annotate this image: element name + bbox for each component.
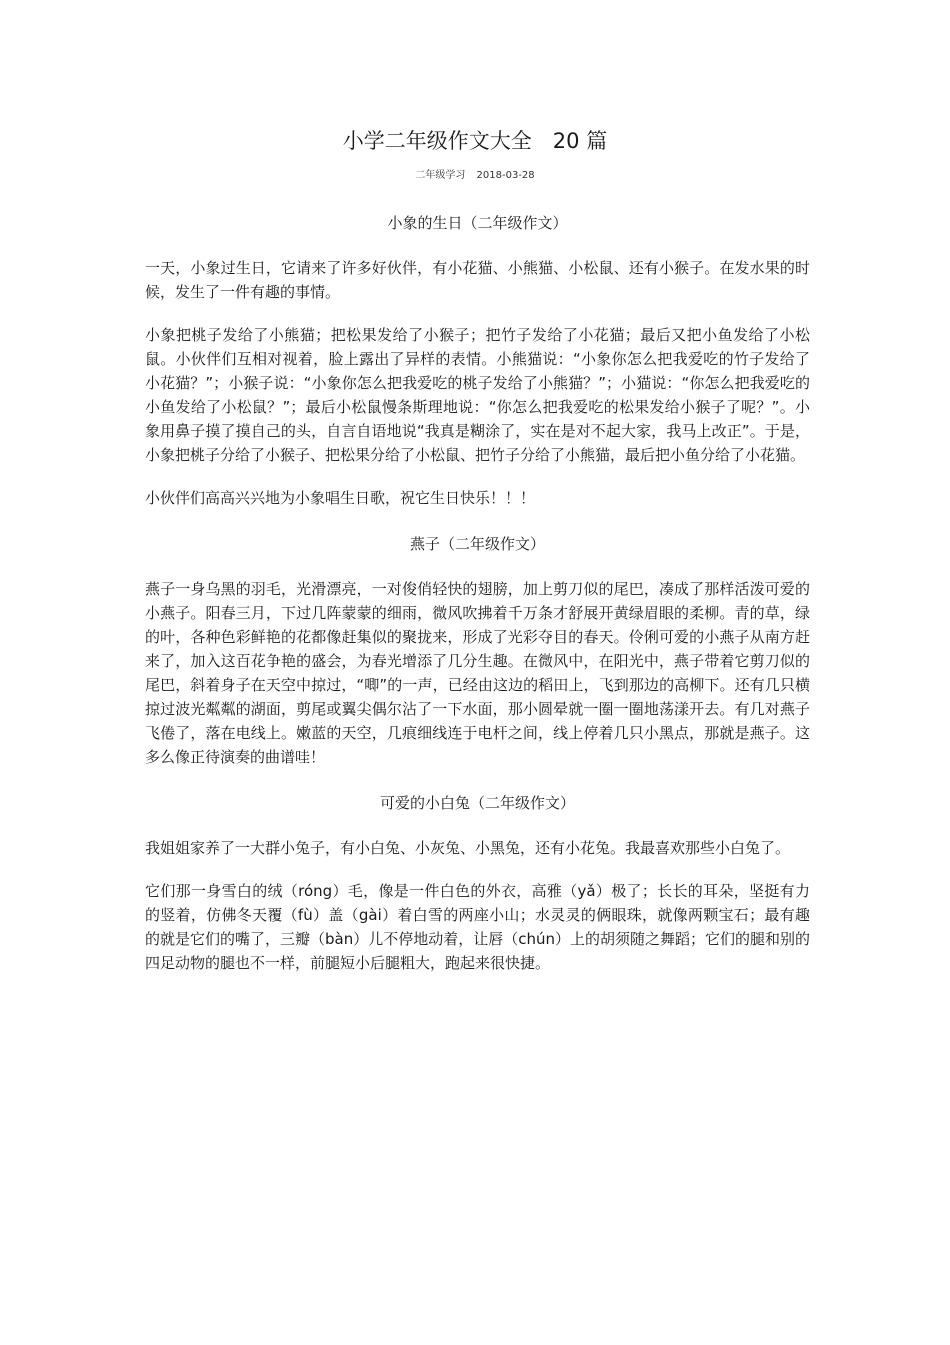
paragraph: 小伙伴们高高兴兴地为小象唱生日歌，祝它生日快乐！！！	[145, 489, 536, 507]
paragraph: 小象把桃子发给了小熊猫；把松果发给了小猴子；把竹子发给了小花猫；最后又把小鱼发给了小松鼠。小伙伴们互相对视着，脸上露出了异样的表情。小熊猫说：“小象你怎么把我爱吃的竹子发给了小花猫？”；小猴子说：“小象你怎么把我爱吃的桃子发给了小熊猫？”；小猫说：“你怎么把我爱吃的小鱼发给了小松鼠？”；最后小松鼠慢条斯理地说：“你怎么把我爱吃的松果发给小猴子了呢？”。小象用鼻子摸了摸自己的头，自言自语地说“我真是糊涂了，实在是对不起大家，我马上改正”。于是，小象把桃子分给了小猴子、把松果分给了小松鼠、把竹子分给了小熊猫，最后把小鱼分给了小花猫。	[145, 326, 810, 464]
paragraph: 一天，小象过生日，它请来了许多好伙伴，有小花猫、小熊猫、小松鼠、还有小猴子。在发水果的时候，发生了一件有趣的事情。	[145, 259, 810, 301]
section-title: 可爱的小白兔（二年级作文）	[379, 794, 575, 812]
page-title: 小学二年级作文大全 20 篇	[342, 129, 608, 153]
paragraph: 燕子一身乌黑的羽毛，光滑漂亮，一对俊俏轻快的翅膀，加上剪刀似的尾巴，凑成了那样活泼可爱的小燕子。阳春三月，下过几阵蒙蒙的细雨，微风吹拂着千万条才舒展开黄绿眉眼的柔柳。青的草，绿的叶，各种色彩鲜艳的花都像赶集似的聚拢来，形成了光彩夺目的春天。伶俐可爱的小燕子从南方赶来了，加入这百花争艳的盛会，为春光增添了几分生趣。在微风中，在阳光中，燕子带着它剪刀似的尾巴，斜着身子在天空中掠过，“唧”的一声，已经由这边的稻田上，飞到那边的高柳下。还有几只横掠过波光粼粼的湖面，剪尾或翼尖偶尔沾了一下水面，那小圆晕就一圈一圈地荡漾开去。有几对燕子飞倦了，落在电线上。嫩蓝的天空，几痕细线连于电杆之间，线上停着几只小黑点，那就是燕子。这多么像正待演奏的曲谱哇！	[145, 580, 810, 766]
paragraph: 我姐姐家养了一大群小兔子，有小白兔、小灰兔、小黑兔，还有小花兔。我最喜欢那些小白兔了。	[145, 839, 791, 857]
document-meta	[0, 168, 950, 184]
paragraph: 它们那一身雪白的绒（róng）毛，像是一件白色的外衣，高雅（yǎ）极了；长长的耳朵，坚挺有力的竖着，仿佛冬天覆（fù）盖（gài）着白雪的两座小山；水灵灵的俩眼珠，就像两颗宝石；最有趣的就是它们的嘴了，三瓣（bàn）儿不停地动着，让唇（chún）上的胡须随之舞蹈；它们的腿和别的四足动物的腿也不一样，前腿短小后腿粗大，跑起来很快捷。	[145, 882, 810, 972]
section-title: 小象的生日（二年级作文）	[387, 214, 568, 232]
essay-section	[145, 208, 810, 510]
essay-section	[145, 529, 810, 769]
document-category: 二年级学习	[415, 170, 466, 181]
document-date: 2018-03-28	[476, 170, 535, 181]
section-title: 燕子（二年级作文）	[409, 535, 545, 553]
essay-section	[145, 788, 810, 975]
document-body	[145, 208, 810, 994]
